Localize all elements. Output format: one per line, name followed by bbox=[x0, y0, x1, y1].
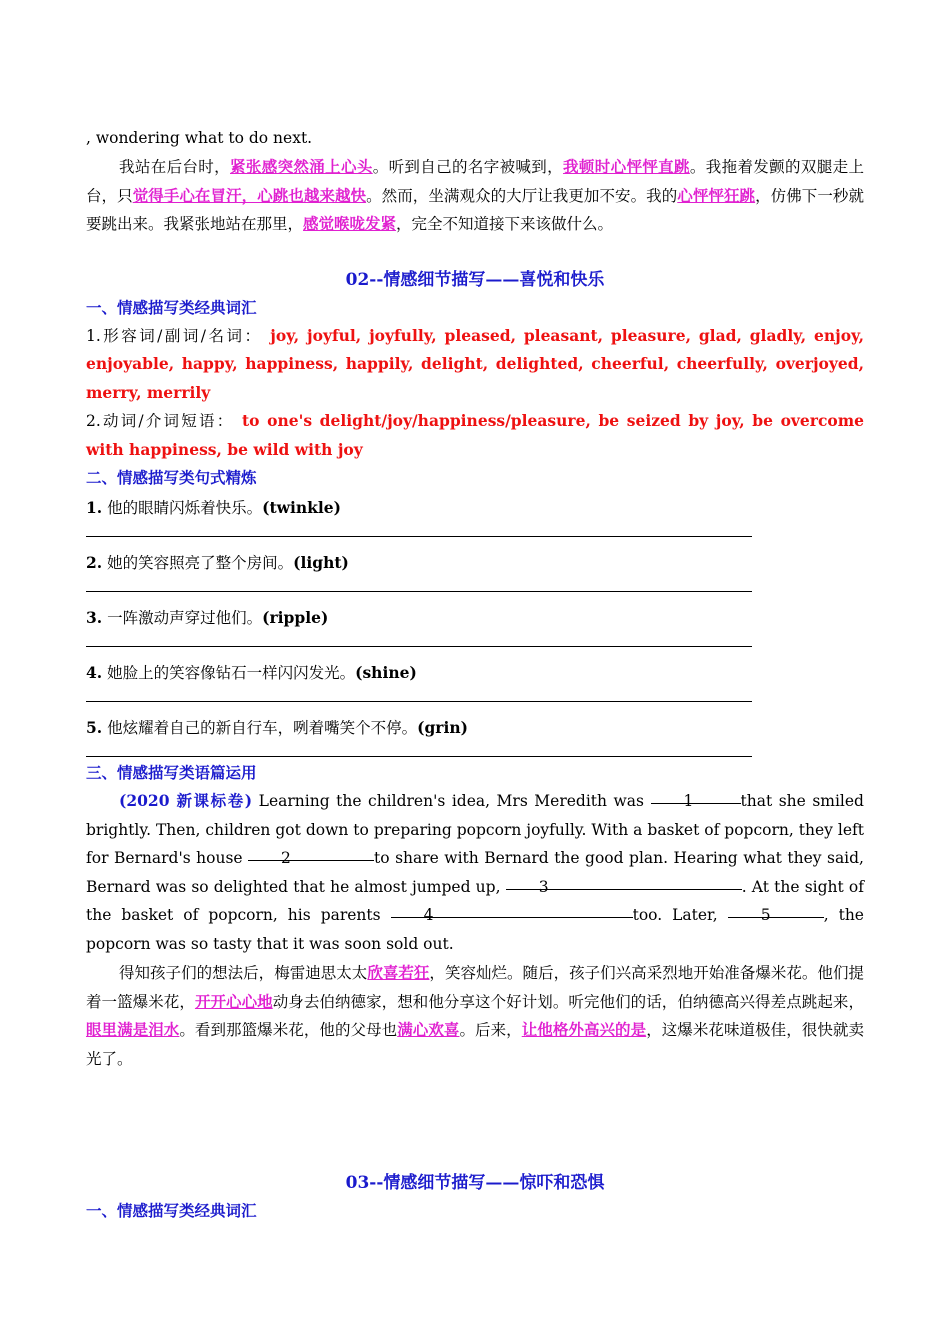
question-item bbox=[86, 549, 864, 577]
text-run: ，完全不知道接下来该做什么。 bbox=[396, 215, 614, 233]
highlight-phrase: 欣喜若狂 bbox=[367, 963, 430, 982]
text-run: 。听到自己的名字被喊到， bbox=[372, 158, 564, 176]
highlight-phrase: 眼里满是泪水 bbox=[86, 1020, 180, 1039]
continued-fragment: , wondering what to do next. bbox=[86, 129, 313, 147]
question-number: 4. bbox=[86, 663, 103, 682]
section-03 bbox=[86, 1169, 864, 1225]
answer-line[interactable] bbox=[86, 646, 752, 647]
heading-vocab-03: 一、情感描写类经典词汇 bbox=[86, 1201, 257, 1220]
text-run: 。我拖着发颤的双腿走上台，只 bbox=[86, 158, 864, 205]
text-run: 得知孩子们的想法后，梅雷迪思太太 bbox=[119, 964, 368, 982]
text-run: 我站在后台时， bbox=[119, 158, 230, 176]
question-hint: (shine) bbox=[355, 663, 417, 682]
nervous-paragraph bbox=[86, 153, 864, 239]
blank-number: 5 bbox=[760, 906, 771, 924]
blank-number: 2 bbox=[281, 849, 291, 867]
vocab-phrases bbox=[86, 407, 864, 464]
text-run: , the popcorn was so tasty that it was soon sold out. bbox=[86, 906, 864, 953]
vocab-words: to one's delight/joy/happiness/pleasure, be seized by joy, be overcome with happiness, be wild with joy bbox=[86, 411, 864, 459]
highlight-phrase: 紧张感突然涌上心头 bbox=[230, 157, 373, 176]
text-run: that she smiled brightly. Then, children got down to preparing popcorn joyfully. With a basket of popcorn, they left for Bernard's house bbox=[86, 792, 864, 867]
blank-2[interactable] bbox=[248, 844, 374, 867]
question-text: 他的眼睛闪烁着快乐。 bbox=[102, 499, 263, 517]
text-run: 。然而，坐满观众的大厅让我更加不安。我的 bbox=[366, 186, 678, 205]
answer-line[interactable] bbox=[86, 536, 752, 537]
question-item bbox=[86, 659, 864, 687]
section-title-03: 03--情感细节描写——惊吓和恐惧 bbox=[345, 1173, 605, 1193]
question-item bbox=[86, 604, 864, 632]
question-text: 他炫耀着自己的新自行车，咧着嘴笑个不停。 bbox=[102, 719, 418, 737]
question-hint: (grin) bbox=[417, 718, 468, 737]
text-run: ，这爆米花味道极佳，很快就卖光了。 bbox=[86, 1021, 864, 1068]
question-text: 一阵激动声穿过他们。 bbox=[102, 609, 263, 627]
heading-sentences: 二、情感描写类句式精炼 bbox=[86, 468, 257, 487]
question-text: 她的笑容照亮了整个房间。 bbox=[102, 554, 294, 572]
question-number: 5. bbox=[86, 718, 103, 737]
blank-5[interactable] bbox=[728, 901, 824, 924]
passage-source: (2020 新课标卷) bbox=[119, 791, 253, 810]
text-run: 动身去伯纳德家，想和他分享这个好计划。听完他们的话，伯纳德高兴得差点跳起来， bbox=[272, 992, 864, 1011]
text-run: Learning the children's idea, Mrs Meredith was bbox=[252, 792, 651, 810]
question-hint: (twinkle) bbox=[262, 498, 341, 517]
question-item bbox=[86, 714, 864, 742]
english-passage bbox=[86, 787, 864, 958]
question-number: 3. bbox=[86, 608, 103, 627]
highlight-phrase: 觉得手心在冒汗，心跳也越来越快 bbox=[132, 185, 367, 205]
vocab-label: 1.形容词/副词/名词： bbox=[86, 326, 263, 345]
answer-line[interactable] bbox=[86, 756, 752, 757]
vocab-words: joy, joyful, joyfully, pleased, pleasant, pleasure, glad, gladly, enjoy, enjoyable, happy, happiness, happily, delight, delighted, cheerful, cheerfully, overjoyed, merry, merrily bbox=[86, 325, 864, 402]
blank-3[interactable] bbox=[506, 873, 742, 896]
section-title-02: 02--情感细节描写——喜悦和快乐 bbox=[345, 269, 605, 290]
text-run: too. Later, bbox=[632, 906, 728, 924]
highlight-phrase: 我顿时心怦怦直跳 bbox=[563, 157, 690, 176]
vocab-adjectives bbox=[86, 322, 864, 408]
blank-4[interactable] bbox=[391, 901, 633, 924]
answer-line[interactable] bbox=[86, 701, 752, 702]
highlight-phrase: 感觉喉咙发紧 bbox=[303, 214, 397, 233]
text-run: to share with Bernard the good plan. Hearing what they said, Bernard was so delighted that he almost jumped up, bbox=[86, 849, 864, 896]
answer-line[interactable] bbox=[86, 591, 752, 592]
chinese-translation bbox=[86, 959, 864, 1073]
blank-number: 1 bbox=[683, 792, 694, 810]
text-run: 。看到那篮爆米花，他的父母也 bbox=[179, 1021, 398, 1039]
heading-vocab: 一、情感描写类经典词汇 bbox=[86, 297, 257, 317]
blank-1[interactable] bbox=[651, 787, 741, 810]
question-text: 她脸上的笑容像钻石一样闪闪发光。 bbox=[102, 664, 356, 682]
text-run: . At the sight of the basket of popcorn, his parents bbox=[86, 877, 864, 924]
text-run: ，笑容灿烂。随后，孩子们兴高采烈地开始准备爆米花。他们提着一篮爆米花， bbox=[86, 964, 864, 1011]
highlight-phrase: 让他格外高兴的是 bbox=[521, 1020, 647, 1039]
highlight-phrase: 满心欢喜 bbox=[397, 1020, 460, 1039]
question-list bbox=[86, 494, 864, 757]
highlight-phrase: 开开心心地 bbox=[194, 991, 273, 1011]
text-run: ，仿佛下一秒就要跳出来。我紧张地站在那里， bbox=[86, 186, 864, 233]
heading-passage: 三、情感描写类语篇运用 bbox=[86, 763, 257, 782]
question-item bbox=[86, 494, 864, 522]
blank-number: 4 bbox=[423, 906, 434, 924]
blank-number: 3 bbox=[538, 877, 549, 896]
document-page bbox=[86, 124, 864, 1073]
question-hint: (light) bbox=[293, 553, 349, 572]
question-number: 1. bbox=[86, 498, 103, 517]
text-run: 。后来， bbox=[459, 1021, 522, 1039]
vocab-label: 2.动词/介词短语： bbox=[86, 412, 235, 430]
highlight-phrase: 心怦怦狂跳 bbox=[677, 185, 756, 205]
question-number: 2. bbox=[86, 553, 103, 572]
question-hint: (ripple) bbox=[262, 608, 329, 627]
